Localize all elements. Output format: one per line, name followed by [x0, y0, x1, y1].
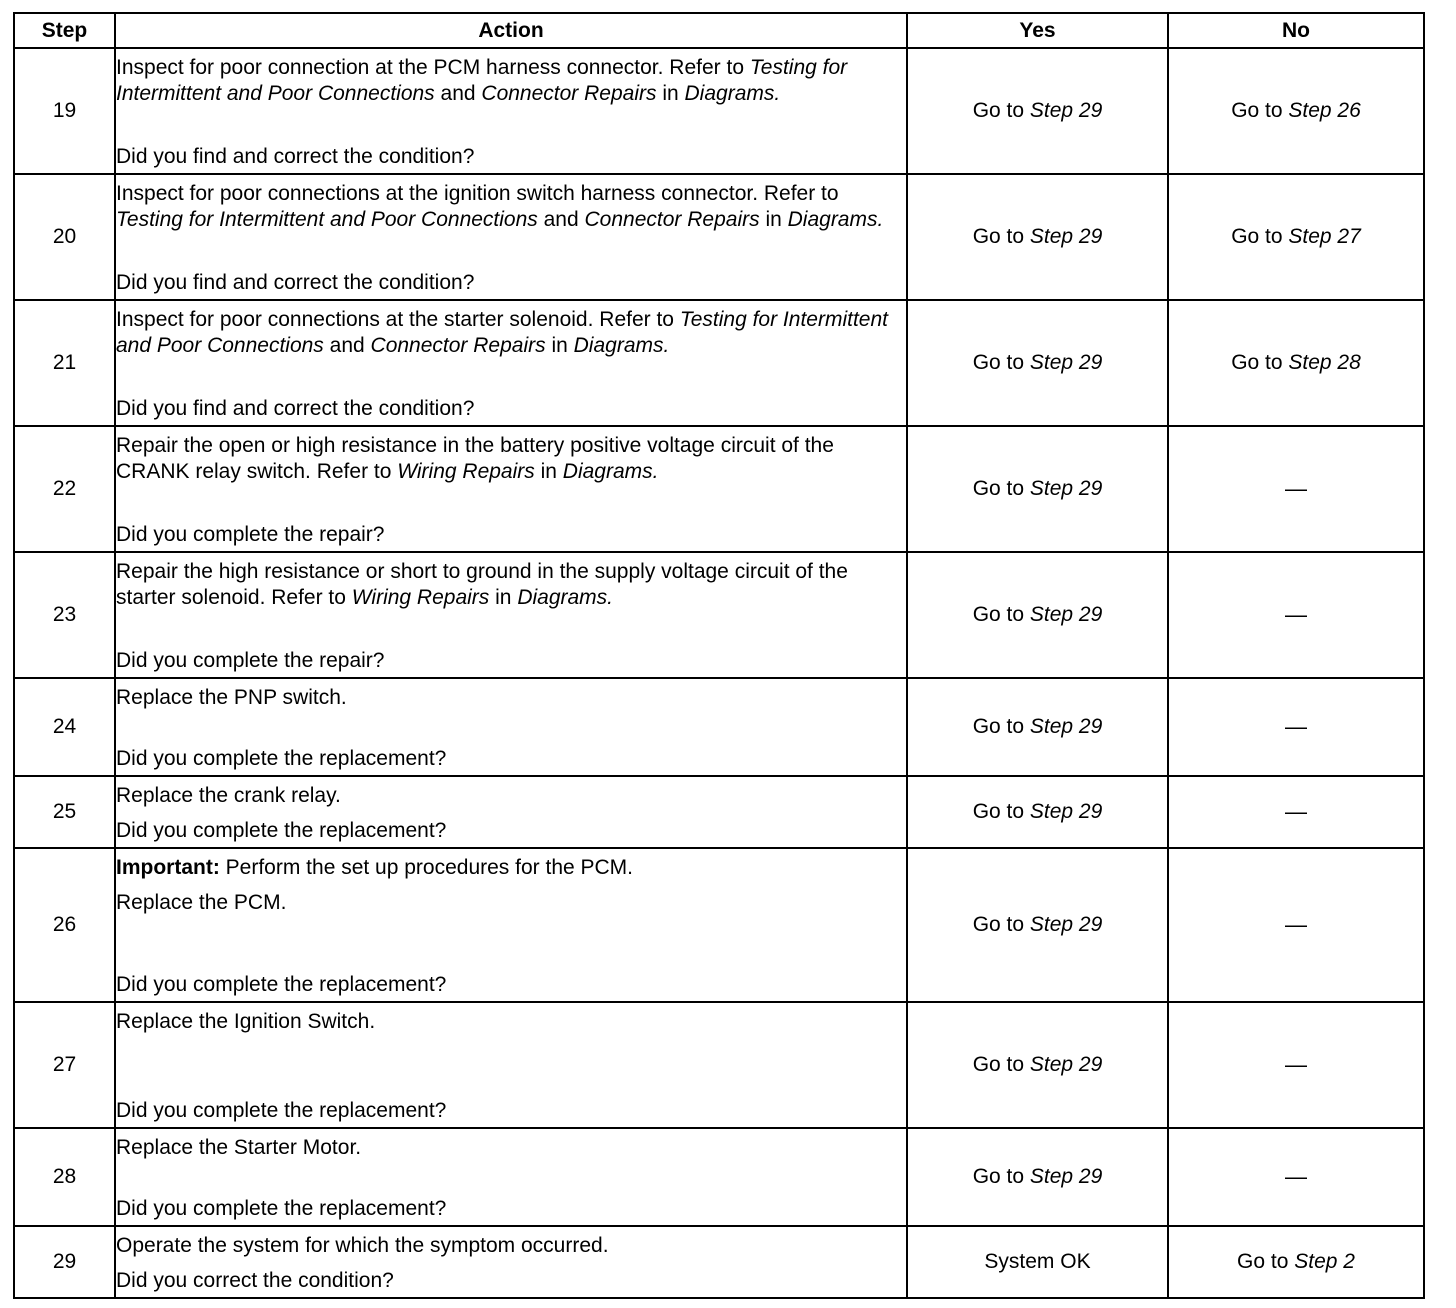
action-cell: [115, 776, 907, 848]
diagnostic-table: [13, 12, 1425, 1299]
action-text-part: in: [759, 207, 788, 231]
action-reference: Diagrams.: [562, 459, 659, 483]
action-content: [116, 1227, 906, 1297]
table-row: [14, 174, 1424, 300]
important-text: Perform the set up procedures for the PCM.: [219, 856, 634, 879]
yes-cell: [907, 1002, 1168, 1128]
yes-prefix: Go to: [972, 1165, 1030, 1188]
yes-prefix: Go to: [972, 99, 1030, 122]
table-row: [14, 1128, 1424, 1226]
no-cell: [1168, 678, 1424, 776]
no-step-link[interactable]: Step 26: [1288, 99, 1361, 122]
table-row: [14, 552, 1424, 678]
action-instructions: [116, 1233, 906, 1259]
action-reference: Wiring Repairs: [351, 585, 490, 609]
yes-prefix: Go to: [972, 603, 1030, 626]
yes-prefix: Go to: [972, 913, 1030, 936]
header-no: No: [1168, 13, 1424, 48]
table-row: [14, 1226, 1424, 1298]
action-content: [116, 1129, 906, 1225]
yes-step-link[interactable]: Step 29: [1029, 477, 1103, 500]
action-question: Did you complete the replacement?: [116, 1196, 447, 1220]
action-text: [116, 1009, 906, 1035]
yes-cell: [907, 552, 1168, 678]
action-text-part: and: [537, 207, 585, 231]
header-row: [14, 13, 1424, 48]
action-instructions: [116, 783, 906, 809]
table-row: [14, 678, 1424, 776]
table-row: [14, 48, 1424, 174]
action-text: [116, 1135, 906, 1161]
action-text-part: in: [656, 81, 685, 105]
action-instructions: [116, 55, 906, 106]
action-cell: [115, 1128, 907, 1226]
no-cell: [1168, 776, 1424, 848]
yes-step-link[interactable]: Step 29: [1029, 913, 1103, 936]
no-dash: —: [1285, 1164, 1307, 1189]
action-instructions: [116, 855, 906, 915]
yes-prefix: Go to: [972, 715, 1030, 738]
action-text: [116, 890, 906, 916]
action-instructions: [116, 433, 906, 484]
action-text-part: in: [545, 333, 574, 357]
no-cell: [1168, 1128, 1424, 1226]
yes-prefix: Go to: [972, 225, 1030, 248]
yes-prefix: Go to: [972, 800, 1030, 823]
action-cell: [115, 1002, 907, 1128]
action-cell: [115, 48, 907, 174]
action-text-part: and: [323, 333, 371, 357]
action-question: Did you complete the replacement?: [116, 818, 447, 842]
action-content: [116, 849, 906, 1001]
step-number: 20: [14, 174, 115, 300]
table-row: [14, 776, 1424, 848]
step-number: 22: [14, 426, 115, 552]
table-body: [14, 48, 1424, 1298]
table-row: [14, 426, 1424, 552]
table-row: [14, 848, 1424, 1002]
important-note: [116, 855, 906, 881]
action-text-part: Replace the Starter Motor.: [116, 1136, 362, 1159]
step-number: 27: [14, 1002, 115, 1128]
no-dash: —: [1285, 714, 1307, 739]
action-question: Did you complete the replacement?: [116, 972, 447, 996]
action-text-part: Inspect for poor connections at the ignition switch harness connector. Refer to: [116, 182, 839, 205]
action-text-part: Inspect for poor connection at the PCM harness connector. Refer to: [116, 56, 750, 79]
action-question: Did you complete the replacement?: [116, 746, 447, 770]
step-number: 26: [14, 848, 115, 1002]
action-instructions: [116, 559, 906, 610]
action-cell: [115, 426, 907, 552]
action-cell: [115, 848, 907, 1002]
no-dash: —: [1285, 1052, 1307, 1077]
action-reference: Testing for Intermittent and Poor Connections: [116, 207, 538, 231]
action-cell: [115, 300, 907, 426]
no-prefix: Go to: [1231, 351, 1289, 374]
no-cell: [1168, 848, 1424, 1002]
action-text: [116, 783, 906, 809]
no-prefix: Go to: [1231, 99, 1289, 122]
action-text: [116, 433, 906, 484]
action-reference: Diagrams.: [517, 585, 614, 609]
action-text: [116, 685, 906, 711]
action-cell: [115, 174, 907, 300]
header-yes: Yes: [907, 13, 1168, 48]
action-question: Did you complete the repair?: [116, 648, 385, 672]
yes-step-link[interactable]: Step 29: [1029, 603, 1103, 626]
yes-cell: [907, 848, 1168, 1002]
action-reference: Diagrams.: [573, 333, 670, 357]
no-step-link[interactable]: Step 28: [1288, 351, 1361, 374]
yes-cell: [907, 174, 1168, 300]
action-instructions: [116, 307, 906, 358]
yes-result: System OK: [984, 1250, 1091, 1273]
action-cell: [115, 1226, 907, 1298]
yes-step-link[interactable]: Step 29: [1029, 351, 1103, 374]
table-row: [14, 300, 1424, 426]
no-cell: [1168, 48, 1424, 174]
yes-cell: [907, 678, 1168, 776]
action-text-part: Operate the system for which the symptom occurred.: [116, 1234, 609, 1257]
step-number: 19: [14, 48, 115, 174]
action-text-part: Repair the open or high resistance in the battery positive voltage circuit of the CRANK relay switch. Refer to: [116, 434, 834, 483]
no-cell: [1168, 1226, 1424, 1298]
action-reference: Testing for Intermittent and Poor Connections: [116, 308, 888, 357]
no-dash: —: [1285, 799, 1307, 824]
no-cell: [1168, 300, 1424, 426]
action-text-part: and: [434, 81, 482, 105]
action-content: [116, 301, 906, 425]
action-content: [116, 427, 906, 551]
action-reference: Connector Repairs: [584, 207, 760, 231]
action-question: Did you correct the condition?: [116, 1268, 394, 1292]
action-text: [116, 1233, 906, 1259]
step-number: 25: [14, 776, 115, 848]
action-reference: Connector Repairs: [370, 333, 546, 357]
action-reference: Connector Repairs: [481, 81, 657, 105]
action-reference: Diagrams.: [787, 207, 884, 231]
table-row: [14, 1002, 1424, 1128]
step-number: 29: [14, 1226, 115, 1298]
action-content: [116, 679, 906, 775]
action-question: Did you find and correct the condition?: [116, 396, 475, 420]
yes-cell: [907, 776, 1168, 848]
action-text: [116, 55, 906, 106]
action-content: [116, 777, 906, 847]
yes-cell: [907, 300, 1168, 426]
header-action: Action: [115, 13, 907, 48]
action-text-part: in: [489, 585, 518, 609]
action-instructions: [116, 181, 906, 232]
no-prefix: Go to: [1237, 1250, 1295, 1273]
no-dash: —: [1285, 912, 1307, 937]
action-reference: Testing for Intermittent and Poor Connections: [116, 56, 848, 105]
action-question: Did you complete the replacement?: [116, 1098, 447, 1122]
action-instructions: [116, 1135, 906, 1161]
action-content: [116, 49, 906, 173]
yes-prefix: Go to: [972, 351, 1030, 374]
action-text-part: Repair the high resistance or short to ground in the supply voltage circuit of the starter solenoid. Refer to: [116, 560, 848, 609]
action-question: Did you find and correct the condition?: [116, 144, 475, 168]
no-prefix: Go to: [1231, 225, 1289, 248]
action-reference: Wiring Repairs: [397, 459, 535, 483]
yes-step-link[interactable]: Step 29: [1029, 99, 1103, 122]
yes-step-link[interactable]: Step 29: [1029, 715, 1103, 738]
no-dash: —: [1285, 476, 1307, 501]
action-text-part: Replace the crank relay.: [116, 784, 341, 807]
yes-cell: [907, 426, 1168, 552]
no-cell: [1168, 174, 1424, 300]
step-number: 23: [14, 552, 115, 678]
yes-step-link[interactable]: Step 29: [1029, 1165, 1103, 1188]
step-number: 21: [14, 300, 115, 426]
action-content: [116, 553, 906, 677]
no-step-link[interactable]: Step 2: [1294, 1250, 1355, 1273]
step-number: 28: [14, 1128, 115, 1226]
yes-step-link[interactable]: Step 29: [1029, 225, 1103, 248]
action-text-part: in: [534, 459, 563, 483]
header-step: Step: [14, 13, 115, 48]
yes-prefix: Go to: [972, 1053, 1030, 1076]
important-label: Important:: [116, 856, 220, 879]
no-step-link[interactable]: Step 27: [1288, 225, 1361, 248]
yes-cell: [907, 1128, 1168, 1226]
action-question: Did you find and correct the condition?: [116, 270, 475, 294]
action-text: [116, 559, 906, 610]
no-cell: [1168, 1002, 1424, 1128]
action-content: [116, 1003, 906, 1127]
action-reference: Diagrams.: [684, 81, 781, 105]
action-instructions: [116, 685, 906, 711]
action-text: [116, 181, 906, 232]
action-text-part: Replace the PNP switch.: [116, 686, 347, 709]
yes-cell: [907, 1226, 1168, 1298]
action-instructions: [116, 1009, 906, 1035]
yes-cell: [907, 48, 1168, 174]
step-number: 24: [14, 678, 115, 776]
no-dash: —: [1285, 602, 1307, 627]
action-text-part: Replace the PCM.: [116, 890, 287, 914]
yes-step-link[interactable]: Step 29: [1029, 800, 1103, 823]
action-text: [116, 307, 906, 358]
yes-step-link[interactable]: Step 29: [1029, 1053, 1103, 1076]
action-question: Did you complete the repair?: [116, 522, 385, 546]
action-cell: [115, 678, 907, 776]
action-text-part: Replace the Ignition Switch.: [116, 1010, 376, 1033]
action-content: [116, 175, 906, 299]
yes-prefix: Go to: [972, 477, 1030, 500]
action-text-part: Inspect for poor connections at the starter solenoid. Refer to: [116, 308, 680, 331]
no-cell: [1168, 552, 1424, 678]
action-cell: [115, 552, 907, 678]
no-cell: [1168, 426, 1424, 552]
